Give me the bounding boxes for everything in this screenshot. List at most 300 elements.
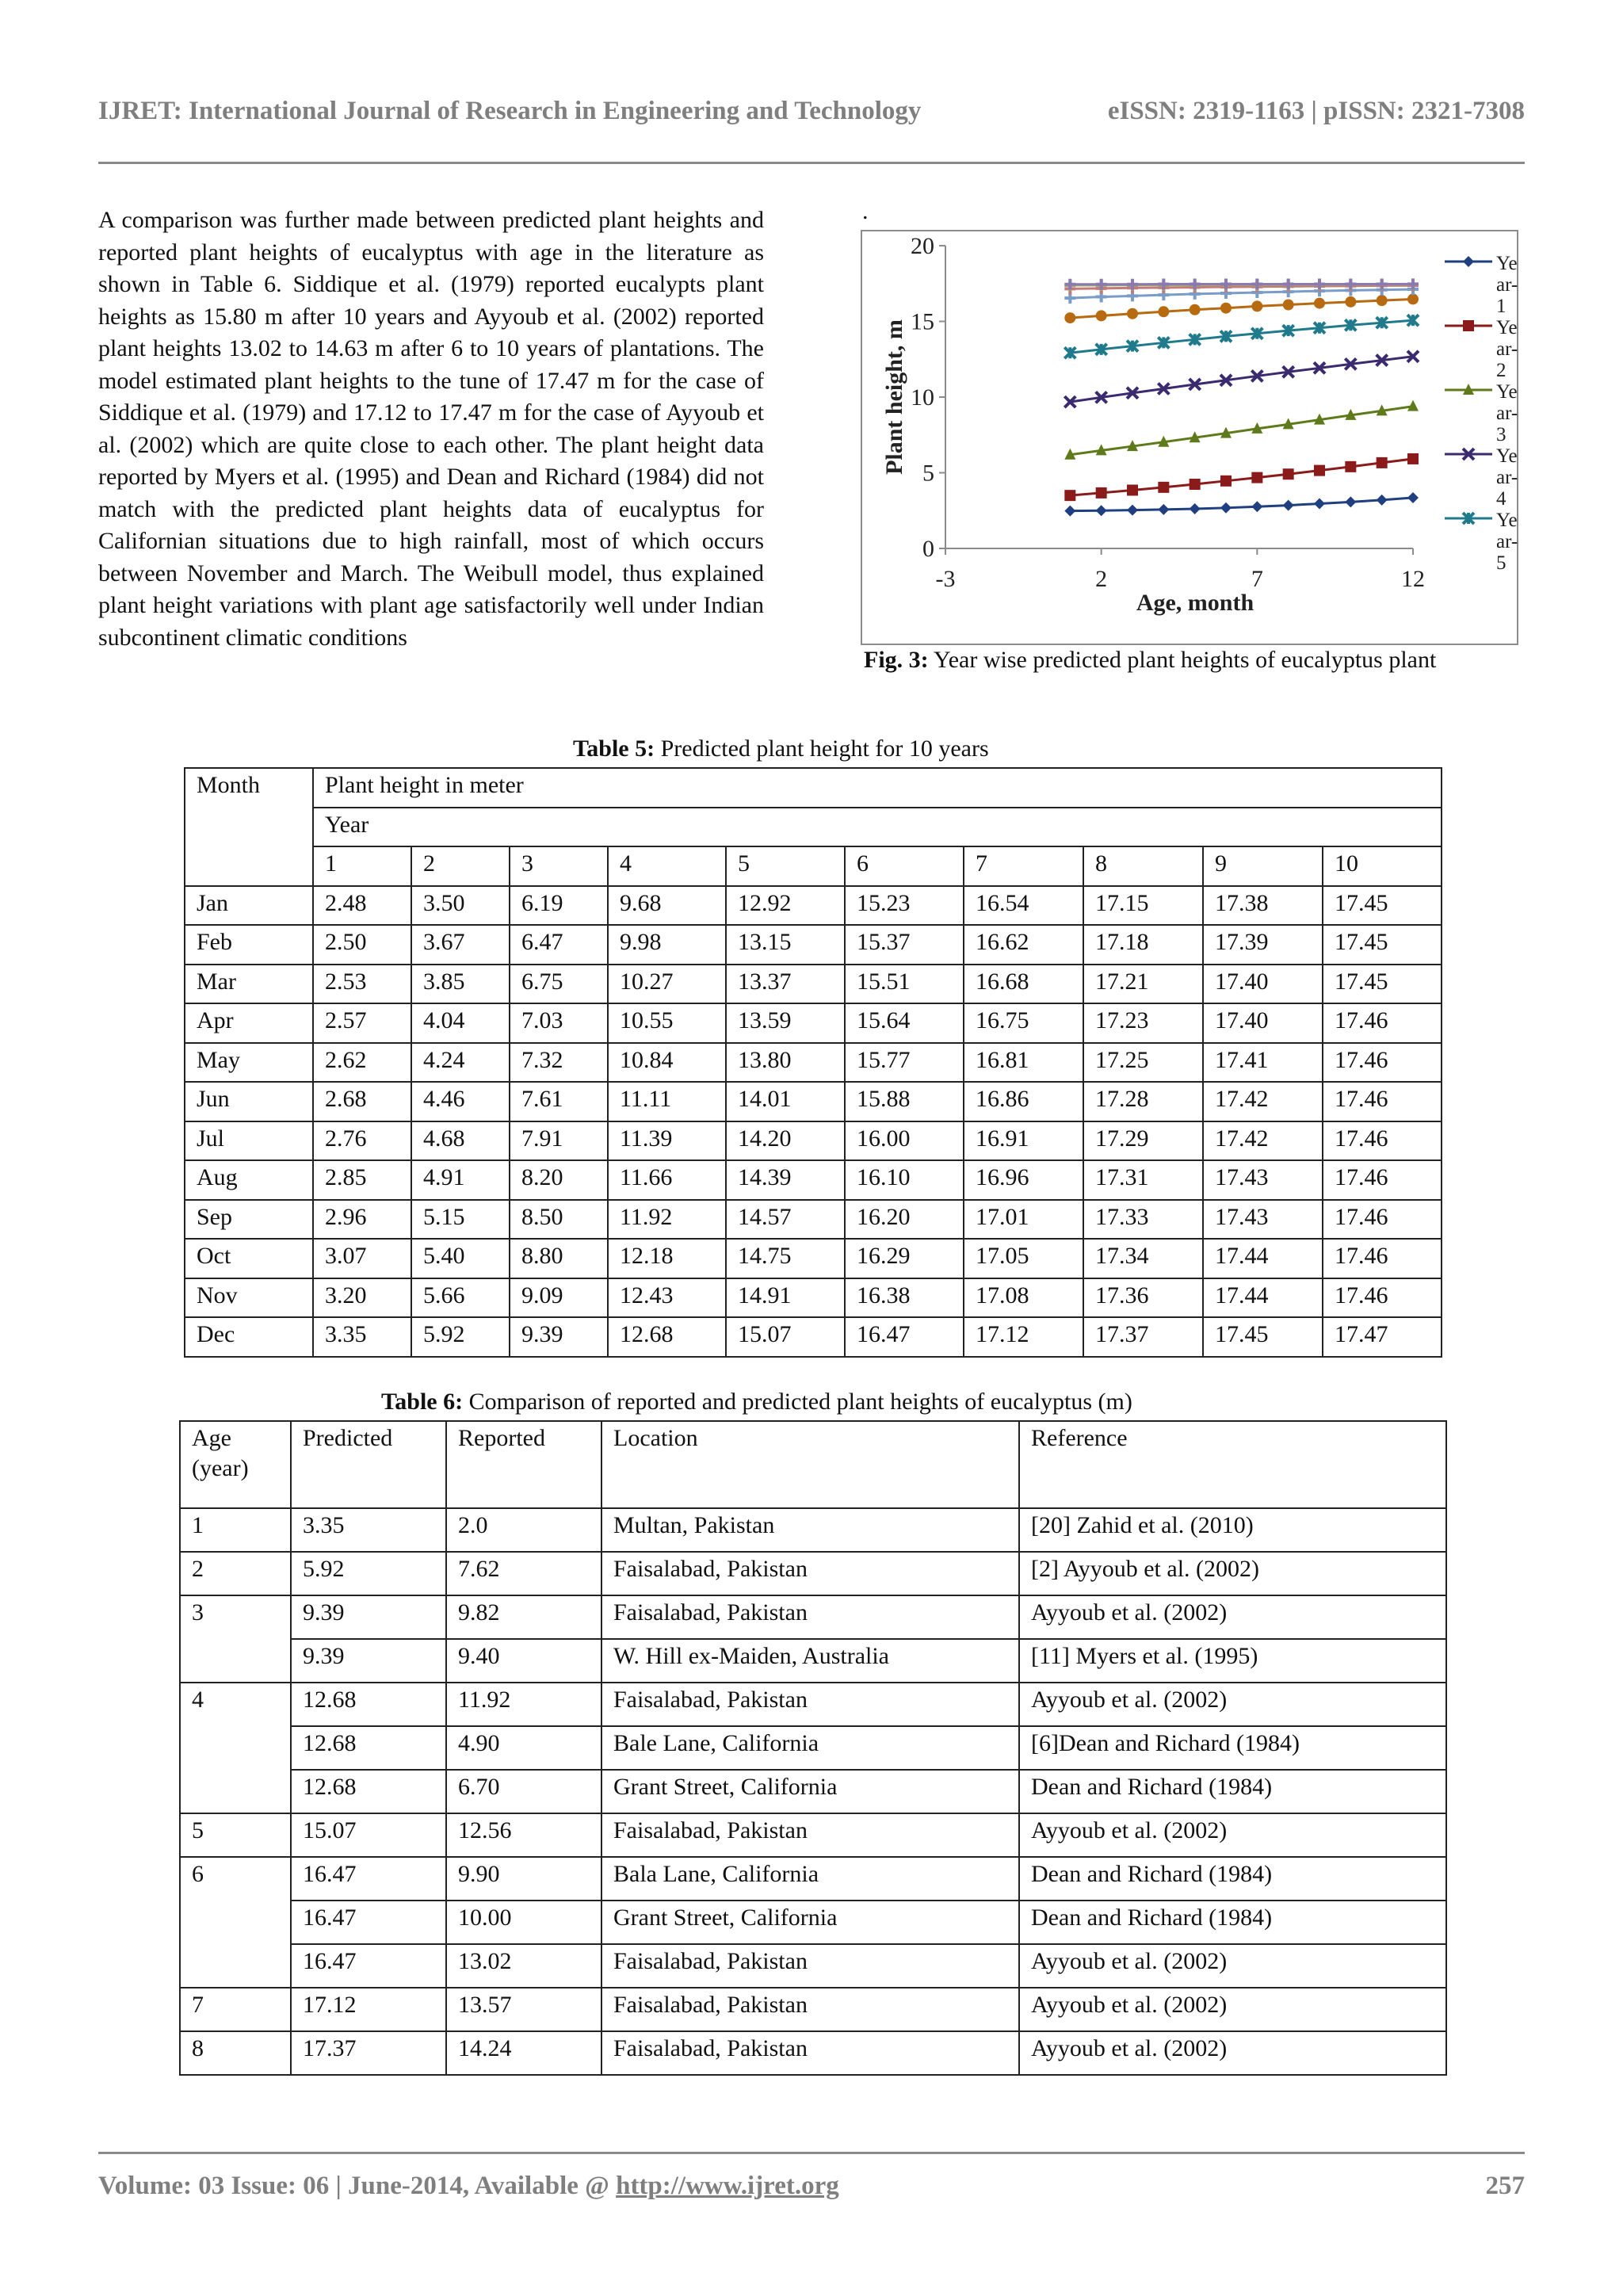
height-cell: 9.68: [608, 886, 726, 926]
height-cell: 17.42: [1203, 1082, 1323, 1121]
predicted-cell: 12.68: [291, 1770, 446, 1813]
height-cell: 3.85: [411, 965, 510, 1004]
height-cell: 17.33: [1083, 1200, 1203, 1240]
legend-marker-1: [1463, 256, 1474, 267]
journal-title: IJRET: International Journal of Research in Engineering and Technology: [98, 97, 922, 125]
height-cell: 17.45: [1323, 925, 1442, 965]
legend-label: ar-: [1496, 531, 1518, 552]
height-cell: 13.80: [726, 1043, 845, 1083]
year-number-cell: 9: [1203, 846, 1323, 886]
reported-cell: 6.70: [446, 1770, 601, 1813]
reference-cell: [20] Zahid et al. (2010): [1019, 1508, 1446, 1552]
month-cell: Feb: [185, 925, 313, 965]
height-cell: 5.92: [411, 1317, 510, 1357]
month-cell: Apr: [185, 1003, 313, 1043]
table-6-caption-text: Comparison of reported and predicted plant heights of eucalyptus (m): [463, 1389, 1132, 1415]
table-row: [180, 2031, 1446, 2075]
height-cell: 2.57: [313, 1003, 411, 1043]
table-row: [185, 1003, 1442, 1043]
table-row: [185, 1239, 1442, 1278]
data-point-6: [1314, 298, 1325, 309]
height-cell: 17.28: [1083, 1082, 1203, 1121]
reported-cell: 13.57: [446, 1988, 601, 2031]
height-cell: 17.44: [1203, 1278, 1323, 1318]
age-header-line2: (year): [192, 1455, 249, 1481]
predicted-cell: 5.92: [291, 1552, 446, 1595]
height-cell: 12.68: [608, 1317, 726, 1357]
height-cell: 17.05: [964, 1239, 1083, 1278]
height-cell: 17.34: [1083, 1239, 1203, 1278]
location-cell: Faisalabad, Pakistan: [601, 1595, 1019, 1639]
height-cell: 15.77: [845, 1043, 964, 1083]
height-cell: 16.91: [964, 1121, 1083, 1161]
location-cell: Faisalabad, Pakistan: [601, 1944, 1019, 1988]
data-point-10: [1345, 279, 1356, 290]
location-cell: Faisalabad, Pakistan: [601, 1683, 1019, 1726]
reported-cell: 11.92: [446, 1683, 601, 1726]
y-tick-label: 0: [922, 536, 934, 562]
series-line-5: [1070, 320, 1413, 353]
data-point-3: [1407, 400, 1419, 411]
table-row: [185, 886, 1442, 926]
height-cell: 9.98: [608, 925, 726, 965]
height-cell: 14.57: [726, 1200, 845, 1240]
reference-cell: [6]Dean and Richard (1984): [1019, 1726, 1446, 1770]
figure-caption: [864, 647, 1436, 674]
height-cell: 15.88: [845, 1082, 964, 1121]
height-cell: 17.21: [1083, 965, 1203, 1004]
reported-cell: 9.90: [446, 1857, 601, 1901]
table-row: [180, 1552, 1446, 1595]
data-point-1: [1314, 498, 1325, 509]
reported-header: Reported: [446, 1421, 601, 1508]
table-6-caption: [381, 1389, 1132, 1415]
predicted-cell: 12.68: [291, 1683, 446, 1726]
table-row: [185, 1200, 1442, 1240]
legend-label: 5: [1496, 552, 1507, 574]
reference-cell: Ayyoub et al. (2002): [1019, 1988, 1446, 2031]
age-cell: 1: [180, 1508, 291, 1552]
reported-cell: 4.90: [446, 1726, 601, 1770]
height-cell: 17.46: [1323, 1278, 1442, 1318]
height-cell: 17.01: [964, 1200, 1083, 1240]
journal-link[interactable]: http://www.ijret.org: [616, 2172, 839, 2200]
height-cell: 8.80: [510, 1239, 608, 1278]
data-point-6: [1158, 306, 1169, 317]
legend-label: 3: [1496, 424, 1507, 445]
height-cell: 16.86: [964, 1082, 1083, 1121]
age-cell: 6: [180, 1857, 291, 1901]
data-point-1: [1220, 502, 1232, 514]
height-cell: 17.45: [1203, 1317, 1323, 1357]
height-cell: 17.40: [1203, 1003, 1323, 1043]
y-tick-label: 20: [911, 233, 934, 259]
reference-cell: Ayyoub et al. (2002): [1019, 1595, 1446, 1639]
height-cell: 11.11: [608, 1082, 726, 1121]
data-point-6: [1407, 293, 1419, 304]
month-cell: May: [185, 1043, 313, 1083]
height-cell: 14.01: [726, 1082, 845, 1121]
height-cell: 16.47: [845, 1317, 964, 1357]
height-cell: 6.75: [510, 965, 608, 1004]
height-cell: 6.19: [510, 886, 608, 926]
data-point-1: [1377, 495, 1388, 506]
month-cell: Jun: [185, 1082, 313, 1121]
location-cell: Bala Lane, California: [601, 1857, 1019, 1901]
data-point-6: [1127, 308, 1138, 319]
location-cell: Faisalabad, Pakistan: [601, 1552, 1019, 1595]
height-cell: 17.41: [1203, 1043, 1323, 1083]
reference-cell: [11] Myers et al. (1995): [1019, 1639, 1446, 1683]
height-cell: 17.43: [1203, 1160, 1323, 1200]
data-point-2: [1064, 490, 1075, 501]
height-cell: 17.18: [1083, 925, 1203, 965]
height-cell: 4.91: [411, 1160, 510, 1200]
table-row: [180, 1857, 1446, 1901]
height-cell: 17.42: [1203, 1121, 1323, 1161]
series-line-3: [1070, 407, 1413, 455]
reference-cell: Ayyoub et al. (2002): [1019, 1683, 1446, 1726]
height-cell: 17.46: [1323, 1239, 1442, 1278]
data-point-1: [1190, 503, 1201, 514]
height-cell: 14.91: [726, 1278, 845, 1318]
age-cell: 3: [180, 1595, 291, 1639]
height-cell: 16.10: [845, 1160, 964, 1200]
table-row: [180, 1901, 1446, 1944]
height-cell: 17.12: [964, 1317, 1083, 1357]
data-point-2: [1314, 465, 1325, 476]
legend-label: Ye: [1496, 317, 1518, 338]
legend-label: 2: [1496, 360, 1507, 381]
age-cell: 2: [180, 1552, 291, 1595]
table-row: [180, 1813, 1446, 1857]
location-cell: Faisalabad, Pakistan: [601, 1813, 1019, 1857]
body-paragraph: A comparison was further made between predicted plant heights and reported plant heights of eucalyptus with age in the literature as shown in Table 6. Siddique et al. (1979) reported eucalypts plant heights as 15.80 m after 10 years and Ayyoub et al. (2002) reported plant heights 13.02 to 14.63 m after 6 to 10 years of plantations. The model estimated plant heights to the tune of 17.47 m for the case of Siddique et al. (1979) and 17.12 to 17.47 m for the case of Ayyoub et al. (2002) which are quite close to each other. The plant height data reported by Myers et al. (1995) and Dean and Richard (1984) did not match with the predicted plant heights data of eucalyptus for Californian situations due to high rainfall, most of which occurs between November and March. The Weibull model, thus explained plant height variations with plant age satisfactorily well under Indian subcontinent climatic conditions: [98, 207, 764, 651]
legend-marker-2: [1463, 320, 1474, 331]
height-cell: 17.25: [1083, 1043, 1203, 1083]
table-row: [185, 1121, 1442, 1161]
reported-cell: 7.62: [446, 1552, 601, 1595]
height-cell: 8.20: [510, 1160, 608, 1200]
data-point-10: [1377, 279, 1388, 290]
predicted-cell: 17.37: [291, 2031, 446, 2075]
legend-label: ar-: [1496, 274, 1518, 296]
data-point-2: [1220, 476, 1232, 487]
series-line-4: [1070, 357, 1413, 402]
figure-caption-label: Fig. 3:: [864, 647, 929, 673]
table-row: [185, 1317, 1442, 1357]
height-cell: 17.44: [1203, 1239, 1323, 1278]
table-row: [185, 1082, 1442, 1121]
height-cell: 5.15: [411, 1200, 510, 1240]
legend-label: Ye: [1496, 445, 1518, 467]
height-cell: 17.43: [1203, 1200, 1323, 1240]
month-cell: Nov: [185, 1278, 313, 1318]
legend-label: Ye: [1496, 510, 1518, 531]
y-tick-label: 15: [911, 308, 934, 335]
height-cell: 10.55: [608, 1003, 726, 1043]
height-cell: 4.24: [411, 1043, 510, 1083]
month-cell: Oct: [185, 1239, 313, 1278]
reported-cell: 9.82: [446, 1595, 601, 1639]
month-cell: Mar: [185, 965, 313, 1004]
height-cell: 16.96: [964, 1160, 1083, 1200]
age-cell: [180, 1901, 291, 1944]
month-cell: Jan: [185, 886, 313, 926]
height-cell: 16.75: [964, 1003, 1083, 1043]
height-cell: 11.39: [608, 1121, 726, 1161]
height-cell: 17.15: [1083, 886, 1203, 926]
predicted-cell: 16.47: [291, 1857, 446, 1901]
year-number-cell: 4: [608, 846, 726, 886]
table-row: [180, 1988, 1446, 2031]
height-cell: 3.50: [411, 886, 510, 926]
month-cell: Dec: [185, 1317, 313, 1357]
height-cell: 3.20: [313, 1278, 411, 1318]
reference-header: Reference: [1019, 1421, 1446, 1508]
height-cell: 11.92: [608, 1200, 726, 1240]
height-cell: 17.46: [1323, 1082, 1442, 1121]
height-cell: 12.18: [608, 1239, 726, 1278]
height-cell: 12.43: [608, 1278, 726, 1318]
predicted-cell: 15.07: [291, 1813, 446, 1857]
reported-cell: 13.02: [446, 1944, 601, 1988]
height-cell: 16.62: [964, 925, 1083, 965]
height-cell: 13.59: [726, 1003, 845, 1043]
height-cell: 17.31: [1083, 1160, 1203, 1200]
predicted-header: Predicted: [291, 1421, 446, 1508]
age-cell: 4: [180, 1683, 291, 1726]
data-point-6: [1220, 303, 1232, 314]
height-cell: 4.04: [411, 1003, 510, 1043]
height-cell: 16.38: [845, 1278, 964, 1318]
figure-dot: .: [862, 198, 869, 224]
age-cell: 7: [180, 1988, 291, 2031]
height-cell: 17.46: [1323, 1003, 1442, 1043]
height-cell: 7.03: [510, 1003, 608, 1043]
predicted-cell: 16.47: [291, 1901, 446, 1944]
height-cell: 17.47: [1323, 1317, 1442, 1357]
predicted-cell: 16.47: [291, 1944, 446, 1988]
age-cell: 5: [180, 1813, 291, 1857]
predicted-cell: 17.12: [291, 1988, 446, 2031]
height-cell: 4.68: [411, 1121, 510, 1161]
height-cell: 7.61: [510, 1082, 608, 1121]
height-cell: 17.45: [1323, 965, 1442, 1004]
height-cell: 6.47: [510, 925, 608, 965]
data-point-2: [1127, 484, 1138, 495]
height-cell: 17.45: [1323, 886, 1442, 926]
height-cell: 17.37: [1083, 1317, 1203, 1357]
table-row: [185, 1043, 1442, 1083]
location-cell: Bale Lane, California: [601, 1726, 1019, 1770]
height-cell: 16.54: [964, 886, 1083, 926]
height-cell: 14.20: [726, 1121, 845, 1161]
x-axis-title: Age, month: [1136, 590, 1254, 616]
volume-info: Volume: 03 Issue: 06 | June-2014, Available @: [98, 2172, 617, 2200]
table-row: [185, 1278, 1442, 1318]
year-number-cell: 3: [510, 846, 608, 886]
table-row: [180, 1770, 1446, 1813]
reference-cell: Ayyoub et al. (2002): [1019, 1813, 1446, 1857]
y-tick-label: 5: [922, 460, 934, 487]
height-cell: 7.32: [510, 1043, 608, 1083]
table-5-caption-label: Table 5:: [573, 735, 655, 762]
age-cell: [180, 1726, 291, 1770]
reported-cell: 2.0: [446, 1508, 601, 1552]
legend-label: ar-: [1496, 403, 1518, 424]
data-point-2: [1251, 472, 1262, 483]
height-cell: 9.09: [510, 1278, 608, 1318]
reference-cell: Dean and Richard (1984): [1019, 1857, 1446, 1901]
reference-cell: Dean and Richard (1984): [1019, 1901, 1446, 1944]
location-cell: Faisalabad, Pakistan: [601, 2031, 1019, 2075]
height-cell: 17.46: [1323, 1160, 1442, 1200]
year-number-cell: 7: [964, 846, 1083, 886]
year-header: Year: [313, 808, 1442, 847]
table-row: [180, 1508, 1446, 1552]
height-cell: 16.20: [845, 1200, 964, 1240]
table-5-caption: [573, 735, 989, 762]
height-cell: 17.46: [1323, 1200, 1442, 1240]
height-cell: 17.08: [964, 1278, 1083, 1318]
height-cell: 17.40: [1203, 965, 1323, 1004]
height-cell: 7.91: [510, 1121, 608, 1161]
reference-cell: Dean and Richard (1984): [1019, 1770, 1446, 1813]
data-point-1: [1127, 505, 1138, 516]
y-tick-label: 10: [911, 384, 934, 411]
year-number-cell: 2: [411, 846, 510, 886]
reported-cell: 12.56: [446, 1813, 601, 1857]
height-cell: 4.46: [411, 1082, 510, 1121]
year-number-cell: 10: [1323, 846, 1442, 886]
height-cell: 16.81: [964, 1043, 1083, 1083]
legend-label: Ye: [1496, 381, 1518, 403]
data-point-6: [1345, 296, 1356, 308]
reported-cell: 10.00: [446, 1901, 601, 1944]
reference-cell: [2] Ayyoub et al. (2002): [1019, 1552, 1446, 1595]
height-cell: 11.66: [608, 1160, 726, 1200]
data-point-1: [1096, 505, 1107, 516]
series-line-2: [1070, 459, 1413, 495]
footer-divider: [98, 2152, 1525, 2154]
data-point-2: [1158, 482, 1169, 493]
series-line-6: [1070, 299, 1413, 318]
table-row: [180, 1595, 1446, 1639]
table-row: [180, 1683, 1446, 1726]
table-row: [180, 1944, 1446, 1988]
legend-label: ar-: [1496, 338, 1518, 360]
height-cell: 15.37: [845, 925, 964, 965]
age-cell: [180, 1770, 291, 1813]
month-cell: Sep: [185, 1200, 313, 1240]
plant-height-header: Plant height in meter: [313, 768, 1442, 808]
data-point-1: [1251, 501, 1262, 512]
height-cell: 17.36: [1083, 1278, 1203, 1318]
height-cell: 15.51: [845, 965, 964, 1004]
page-number: 257: [1485, 2172, 1525, 2200]
height-cell: 15.23: [845, 886, 964, 926]
height-cell: 2.53: [313, 965, 411, 1004]
legend-label: 4: [1496, 488, 1507, 510]
height-cell: 2.50: [313, 925, 411, 965]
figure-caption-text: Year wise predicted plant heights of eucalyptus plant: [928, 647, 1437, 673]
data-point-1: [1158, 504, 1169, 515]
data-point-6: [1283, 299, 1294, 310]
age-cell: [180, 1639, 291, 1683]
height-cell: 17.38: [1203, 886, 1323, 926]
header-divider: [98, 162, 1525, 164]
year-number-cell: 8: [1083, 846, 1203, 886]
data-point-2: [1377, 457, 1388, 468]
month-cell: Jul: [185, 1121, 313, 1161]
y-axis-title: Plant height, m: [881, 319, 907, 475]
height-cell: 17.46: [1323, 1043, 1442, 1083]
data-point-1: [1283, 500, 1294, 511]
table-5: [184, 767, 1442, 1358]
data-point-2: [1283, 468, 1294, 479]
table-row: [185, 1160, 1442, 1200]
height-cell: 14.39: [726, 1160, 845, 1200]
data-point-1: [1064, 506, 1075, 517]
line-chart: [862, 231, 1520, 647]
month-header: Month: [185, 768, 313, 886]
age-cell: 8: [180, 2031, 291, 2075]
height-cell: 9.39: [510, 1317, 608, 1357]
reference-cell: Ayyoub et al. (2002): [1019, 2031, 1446, 2075]
data-point-10: [1283, 279, 1294, 290]
predicted-cell: 9.39: [291, 1595, 446, 1639]
height-cell: 2.85: [313, 1160, 411, 1200]
height-cell: 16.68: [964, 965, 1083, 1004]
reference-cell: Ayyoub et al. (2002): [1019, 1944, 1446, 1988]
data-point-6: [1190, 304, 1201, 315]
table-6: [179, 1420, 1447, 2076]
data-point-6: [1064, 312, 1075, 323]
height-cell: 2.96: [313, 1200, 411, 1240]
x-tick-label: 7: [1251, 566, 1263, 592]
height-cell: 10.27: [608, 965, 726, 1004]
height-cell: 10.84: [608, 1043, 726, 1083]
reported-cell: 9.40: [446, 1639, 601, 1683]
predicted-cell: 12.68: [291, 1726, 446, 1770]
age-cell: [180, 1944, 291, 1988]
data-point-2: [1407, 453, 1419, 464]
legend-label: ar-: [1496, 467, 1518, 488]
data-point-6: [1377, 295, 1388, 306]
height-cell: 13.37: [726, 965, 845, 1004]
reported-cell: 14.24: [446, 2031, 601, 2075]
age-header: [180, 1421, 291, 1508]
location-cell: W. Hill ex-Maiden, Australia: [601, 1639, 1019, 1683]
issn-label: eISSN: 2319-1163 | pISSN: 2321-7308: [1107, 97, 1525, 125]
location-cell: Faisalabad, Pakistan: [601, 1988, 1019, 2031]
height-cell: 5.40: [411, 1239, 510, 1278]
figure-3-chart: [861, 230, 1518, 645]
height-cell: 17.29: [1083, 1121, 1203, 1161]
predicted-cell: 3.35: [291, 1508, 446, 1552]
height-cell: 2.68: [313, 1082, 411, 1121]
height-cell: 15.07: [726, 1317, 845, 1357]
table-row: [185, 925, 1442, 965]
x-tick-label: 2: [1095, 566, 1108, 592]
legend-label: 1: [1496, 296, 1507, 317]
height-cell: 16.29: [845, 1239, 964, 1278]
height-cell: 2.48: [313, 886, 411, 926]
location-header: Location: [601, 1421, 1019, 1508]
location-cell: Grant Street, California: [601, 1901, 1019, 1944]
data-point-1: [1345, 496, 1356, 507]
